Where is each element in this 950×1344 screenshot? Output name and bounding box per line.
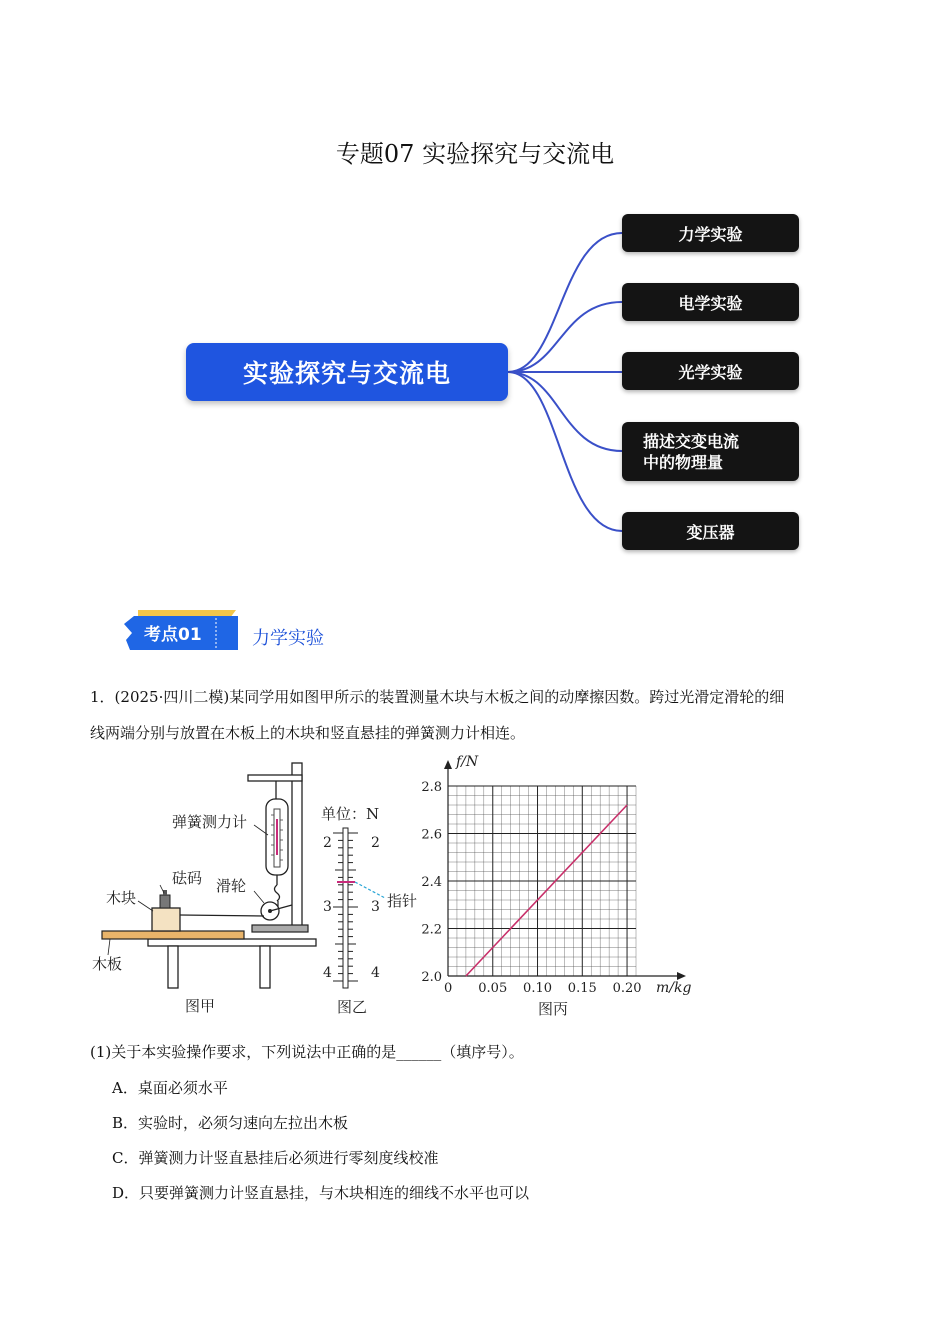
question-source-prefix: (2025· [114, 688, 164, 706]
option-b: B．实验时，必须匀速向左拉出木板 [112, 1114, 349, 1132]
question-stem-line-2: 线两端分别与放置在木板上的木块和竖直悬挂的弹簧测力计相连。 [90, 724, 526, 742]
label-block: 木块 [106, 889, 137, 907]
caption-figure-jia: 图甲 [185, 997, 216, 1015]
sub-question-1: (1)关于本实验操作要求，下列说法中正确的是______（填序号）。 [90, 1043, 524, 1061]
mind-map-node-ac-quantities [622, 422, 799, 481]
figure-jia [90, 755, 330, 1020]
chart-x-tick-label: 0.15 [567, 981, 597, 996]
chart-y-tick-label: 2.6 [421, 827, 442, 843]
question-number: 1． [90, 688, 115, 706]
figure-bing-chart [418, 752, 698, 1022]
option-c: C．弹簧测力计竖直悬挂后必须进行零刻度线校准 [112, 1149, 439, 1167]
scale-right-tick-4: 4 [371, 965, 380, 981]
caption-figure-yi: 图乙 [337, 998, 368, 1016]
scale-right-tick-2: 2 [371, 835, 380, 851]
mind-map-node-ac-line-2: 中的物理量 [643, 452, 724, 472]
chart-x-label: m/kg [656, 980, 692, 996]
chart-x-tick-label: 0.05 [478, 981, 508, 996]
label-board: 木板 [92, 955, 123, 973]
chart-y-label: f/N [456, 754, 479, 770]
mind-map-node-ac-line-1: 描述交变电流 [643, 431, 740, 451]
scale-right-tick-3: 3 [371, 899, 380, 915]
chart-x-tick-label: 0.20 [612, 981, 642, 996]
mind-map-connectors [0, 0, 950, 600]
connector-4 [508, 372, 622, 451]
scale-left-tick-3: 3 [323, 899, 332, 915]
scale-left-tick-2: 2 [323, 835, 332, 851]
connector-5 [508, 372, 622, 531]
chart-x-axis-arrow [677, 972, 686, 980]
question-stem-line-1 [90, 687, 784, 707]
question-source-region: 四川二模 [163, 688, 224, 706]
question-source-suffix: ) [223, 688, 230, 706]
scale-pointer-label: 指针 [387, 892, 418, 910]
scale-pointer-leader [355, 882, 385, 898]
figure-yi [315, 795, 430, 1020]
chart-y-tick-label: 2.2 [421, 922, 442, 938]
option-a: A．桌面必须水平 [112, 1079, 228, 1097]
section-badge: 考点01 [144, 625, 202, 645]
section-title: 力学实验 [252, 628, 324, 649]
question-text-1: 某同学用如图甲所示的装置测量木块与木板之间的动摩擦因数。跨过光滑定滑轮的细 [229, 688, 785, 706]
label-weight: 砝码 [172, 869, 203, 887]
mind-map-node-electricity: 电学实验 [622, 283, 799, 321]
chart-caption: 图丙 [538, 1000, 569, 1018]
chart-x-tick-label: 0.10 [523, 981, 553, 996]
chart-y-axis-arrow [444, 760, 452, 769]
mind-map-root: 实验探究与交流电 [186, 343, 508, 401]
chart-y-tick-label: 2.0 [421, 970, 442, 985]
chart-y-tick-label: 2.4 [421, 875, 442, 890]
label-pulley: 滑轮 [216, 877, 247, 895]
mind-map-node-mechanics: 力学实验 [622, 214, 799, 252]
chart-origin-label: 0 [444, 981, 453, 996]
chart-y-tick-label: 2.8 [421, 780, 442, 795]
page-title: 专题07 实验探究与交流电 [335, 140, 615, 168]
option-d: D．只要弹簧测力计竖直悬挂，与木块相连的细线不水平也可以 [112, 1184, 530, 1202]
mind-map-node-transformer: 变压器 [622, 512, 799, 550]
scale-left-tick-4: 4 [323, 965, 332, 981]
mind-map-node-optics: 光学实验 [622, 352, 799, 390]
scale-unit: 单位：N [321, 805, 380, 823]
connector-2 [508, 302, 622, 372]
label-spring-scale: 弹簧测力计 [172, 813, 248, 831]
connector-1 [508, 233, 622, 372]
